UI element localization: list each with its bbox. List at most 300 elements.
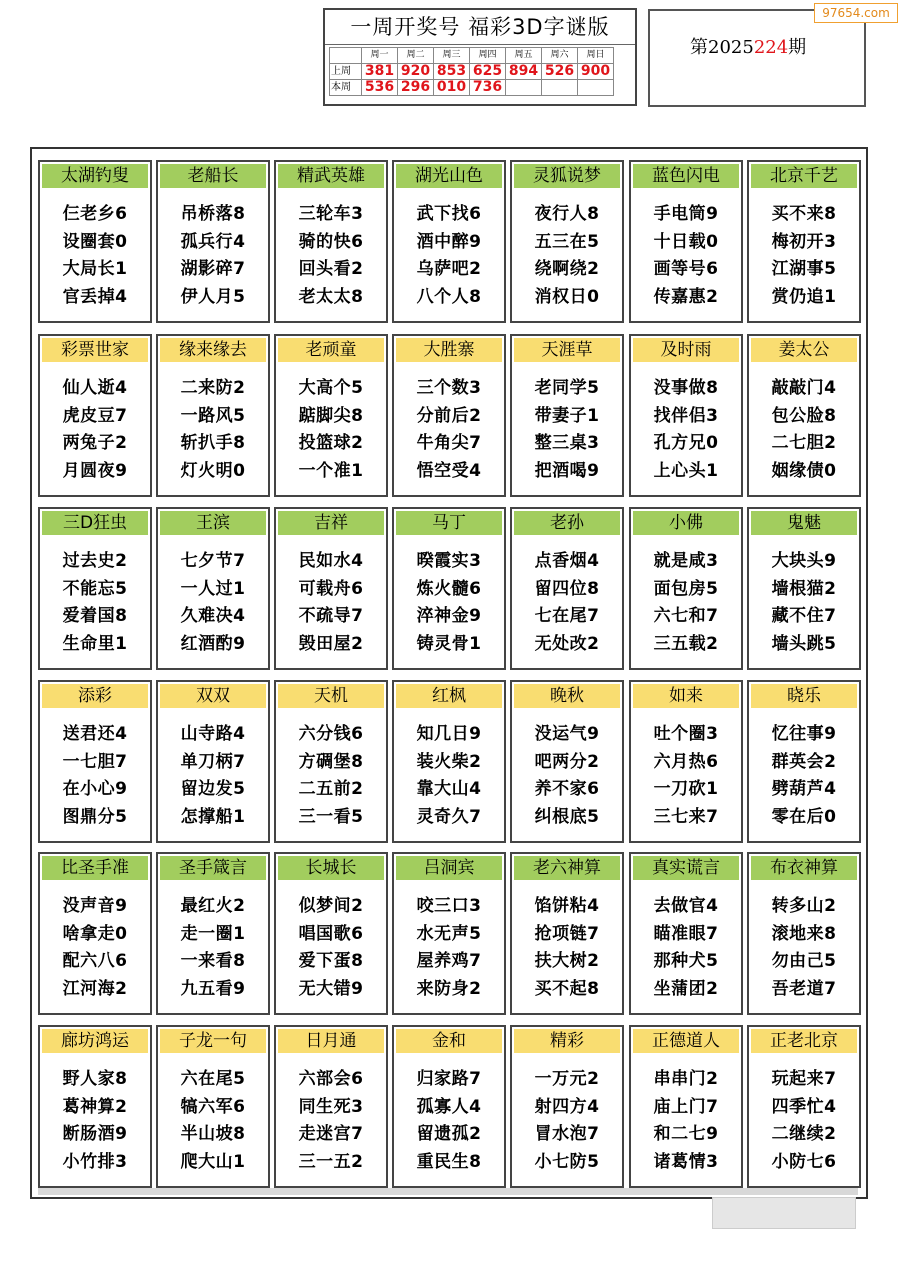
riddle-card	[38, 334, 152, 497]
riddle-line: 滚地来8	[771, 923, 837, 944]
riddle-list	[276, 375, 386, 485]
riddle-line: 买不起8	[534, 978, 600, 999]
riddle-line: 勿由己5	[771, 951, 837, 971]
riddle-line: 绕啊绕2	[534, 259, 600, 279]
riddle-line: 忆往事9	[771, 724, 837, 744]
card-title: 天机	[278, 684, 384, 708]
riddle-line: 手电筒9	[653, 204, 719, 224]
riddle-line: 装火柴2	[416, 751, 482, 772]
riddle-list	[40, 201, 150, 311]
issue-label	[690, 33, 806, 59]
riddle-list	[749, 721, 859, 831]
riddle-card	[629, 160, 743, 323]
riddle-line: 群英会2	[771, 751, 837, 772]
riddle-line: 找伴侣3	[653, 405, 719, 426]
riddle-list	[158, 548, 268, 658]
riddle-list	[276, 201, 386, 311]
card-title: 灵狐说梦	[514, 164, 620, 188]
riddle-card	[392, 507, 506, 670]
riddle-line: 孔方兄0	[653, 433, 719, 453]
riddle-line: 整三桌3	[534, 433, 600, 453]
riddle-list	[40, 893, 150, 1003]
riddle-line: 踮脚尖8	[298, 405, 364, 426]
riddle-card	[274, 160, 388, 323]
riddle-line: 官丢掉4	[62, 286, 128, 307]
weekly-draw-table	[329, 47, 614, 96]
riddle-card	[510, 334, 624, 497]
riddle-list	[394, 375, 504, 485]
riddle-line: 六分钱6	[298, 724, 364, 744]
riddle-list	[158, 375, 268, 485]
weekday-header: 周二	[398, 48, 434, 64]
card-title: 天涯草	[514, 338, 620, 362]
riddle-line: 墙头跳5	[771, 633, 837, 654]
riddle-line: 送君还4	[62, 724, 128, 744]
riddle-line: 九五看9	[180, 978, 246, 999]
riddle-card	[629, 507, 743, 670]
riddle-line: 一路风5	[180, 405, 246, 426]
this-week-row	[330, 80, 614, 96]
riddle-line: 咬三口3	[416, 896, 482, 916]
card-title: 廊坊鸿运	[42, 1029, 148, 1053]
riddle-card	[392, 160, 506, 323]
draw-number: 900	[578, 64, 614, 80]
riddle-list	[394, 548, 504, 658]
riddle-line: 炼火髓6	[416, 578, 482, 599]
draw-number: 010	[434, 80, 470, 96]
card-title: 比圣手准	[42, 856, 148, 880]
riddle-line: 两兔子2	[62, 433, 128, 453]
riddle-line: 二来防2	[180, 378, 246, 398]
riddle-line: 小七防5	[534, 1151, 600, 1172]
riddle-line: 五三在5	[534, 231, 600, 252]
draw-number: 536	[362, 80, 398, 96]
riddle-line: 毁田屋2	[298, 633, 364, 654]
riddle-card	[510, 1025, 624, 1188]
row-label: 上周	[330, 64, 362, 80]
riddle-line: 犒六军6	[180, 1096, 246, 1117]
riddle-card	[629, 1025, 743, 1188]
riddle-line: 小竹排3	[62, 1151, 128, 1172]
riddle-line: 乌萨吧2	[416, 259, 482, 279]
riddle-list	[40, 1066, 150, 1176]
card-title: 北京千艺	[751, 164, 857, 188]
riddle-line: 一七胆7	[62, 751, 128, 772]
riddle-line: 传嘉惠2	[653, 286, 719, 307]
riddle-line: 斩扒手8	[180, 433, 246, 453]
riddle-card	[156, 680, 270, 843]
weekday-row	[330, 48, 614, 64]
riddle-card	[747, 507, 861, 670]
riddle-line: 爬大山1	[180, 1151, 246, 1172]
riddle-card	[156, 852, 270, 1015]
riddle-line: 回头看2	[298, 259, 364, 279]
riddle-line: 一刀砍1	[653, 779, 719, 799]
riddle-line: 赏仍追1	[771, 286, 837, 307]
weekday-header: 周四	[470, 48, 506, 64]
riddle-line: 留边发5	[180, 779, 246, 799]
riddle-line: 牛角尖7	[416, 433, 482, 453]
card-title: 鬼魅	[751, 511, 857, 535]
riddle-list	[394, 721, 504, 831]
card-title: 正老北京	[751, 1029, 857, 1053]
riddle-list	[276, 1066, 386, 1176]
riddle-list	[394, 201, 504, 311]
riddle-card	[747, 680, 861, 843]
draw-number: 920	[398, 64, 434, 80]
riddle-line: 大高个5	[298, 378, 364, 398]
riddle-list	[631, 1066, 741, 1176]
card-title: 晓乐	[751, 684, 857, 708]
card-title: 金和	[396, 1029, 502, 1053]
riddle-line: 暌霞实3	[416, 551, 482, 571]
site-watermark: 97654.com	[814, 3, 898, 23]
riddle-line: 吊桥落8	[180, 204, 246, 224]
card-title: 老顽童	[278, 338, 384, 362]
riddle-line: 消权日0	[534, 286, 600, 307]
riddle-line: 大局长1	[62, 259, 128, 279]
riddle-line: 转多山2	[771, 896, 837, 916]
card-title: 小佛	[633, 511, 739, 535]
riddle-line: 带妻子1	[534, 405, 600, 426]
riddle-list	[512, 201, 622, 311]
card-title: 晚秋	[514, 684, 620, 708]
riddle-line: 最红火2	[180, 896, 246, 916]
riddle-card	[747, 160, 861, 323]
riddle-line: 十日载0	[653, 231, 719, 252]
riddle-line: 留四位8	[534, 578, 600, 599]
riddle-line: 二七胆2	[771, 433, 837, 453]
card-title: 圣手箴言	[160, 856, 266, 880]
riddle-card	[274, 507, 388, 670]
riddle-list	[749, 201, 859, 311]
riddle-list	[512, 548, 622, 658]
riddle-line: 无处改2	[534, 633, 600, 654]
riddle-line: 六部会6	[298, 1069, 364, 1089]
issue-suffix: 期	[788, 37, 807, 58]
card-title: 添彩	[42, 684, 148, 708]
issue-box	[648, 9, 866, 107]
draw-number: 381	[362, 64, 398, 80]
weekday-header: 周一	[362, 48, 398, 64]
riddle-line: 走一圈1	[180, 923, 246, 944]
card-title: 及时雨	[633, 338, 739, 362]
card-title: 红枫	[396, 684, 502, 708]
riddle-line: 三一五2	[298, 1151, 364, 1172]
card-title: 湖光山色	[396, 164, 502, 188]
riddle-line: 诸葛情3	[653, 1151, 719, 1172]
riddle-line: 六七和7	[653, 606, 719, 626]
riddle-line: 来防身2	[416, 978, 482, 999]
riddle-line: 和二七9	[653, 1124, 719, 1144]
riddle-line: 画等号6	[653, 259, 719, 279]
riddle-line: 三一看5	[298, 806, 364, 827]
riddle-line: 怎撑船1	[180, 806, 246, 827]
riddle-line: 三个数3	[416, 378, 482, 398]
riddle-line: 二继续2	[771, 1124, 837, 1144]
riddle-line: 七在尾7	[534, 606, 600, 626]
riddle-card	[510, 160, 624, 323]
riddle-list	[749, 548, 859, 658]
draw-number: 625	[470, 64, 506, 80]
card-title: 精武英雄	[278, 164, 384, 188]
riddle-line: 上心头1	[653, 460, 719, 481]
riddle-line: 二五前2	[298, 779, 364, 799]
riddle-line: 不能忘5	[62, 578, 128, 599]
riddle-list	[158, 893, 268, 1003]
riddle-card	[392, 680, 506, 843]
card-title: 老孙	[514, 511, 620, 535]
riddle-list	[749, 1066, 859, 1176]
card-title: 三D狂虫	[42, 511, 148, 535]
riddle-line: 生命里1	[62, 633, 128, 654]
riddle-line: 抢项链7	[534, 923, 600, 944]
riddle-list	[158, 721, 268, 831]
riddle-line: 墙根猫2	[771, 578, 837, 599]
riddle-line: 分前后2	[416, 405, 482, 426]
riddle-card	[747, 334, 861, 497]
riddle-line: 单刀柄7	[180, 751, 246, 772]
riddle-line: 水无声5	[416, 923, 482, 944]
issue-number: 224	[753, 37, 789, 58]
riddle-line: 酒中醉9	[416, 231, 482, 252]
riddle-line: 小防七6	[771, 1151, 837, 1172]
riddle-line: 图鼎分5	[62, 806, 128, 827]
riddle-list	[276, 721, 386, 831]
riddle-card	[629, 334, 743, 497]
riddle-line: 投篮球2	[298, 433, 364, 453]
riddle-line: 一来看8	[180, 951, 246, 971]
riddle-line: 三轮车3	[298, 204, 364, 224]
riddle-line: 仙人逝4	[62, 378, 128, 398]
riddle-line: 在小心9	[62, 779, 128, 799]
bottom-gray-panel	[712, 1197, 856, 1229]
riddle-line: 过去史2	[62, 551, 128, 571]
riddle-line: 半山坡8	[180, 1124, 246, 1144]
riddle-line: 葛神算2	[62, 1096, 128, 1117]
riddle-card	[629, 852, 743, 1015]
riddle-line: 啥拿走0	[62, 923, 128, 944]
riddle-card	[156, 507, 270, 670]
riddle-line: 大块头9	[771, 551, 837, 571]
riddle-line: 一人过1	[180, 578, 246, 599]
riddle-line: 庙上门7	[653, 1096, 719, 1117]
card-title: 彩票世家	[42, 338, 148, 362]
riddle-card	[510, 680, 624, 843]
riddle-line: 夜行人8	[534, 204, 600, 224]
riddle-line: 梅初开3	[771, 231, 837, 252]
riddle-line: 扶大树2	[534, 951, 600, 971]
card-title: 如来	[633, 684, 739, 708]
row-label-blank	[330, 48, 362, 64]
riddle-line: 仨老乡6	[62, 204, 128, 224]
riddle-line: 坐蒲团2	[653, 978, 719, 999]
card-title: 老船长	[160, 164, 266, 188]
riddle-list	[394, 893, 504, 1003]
draw-number: 894	[506, 64, 542, 80]
riddle-line: 瞄准眼7	[653, 923, 719, 944]
riddle-list	[40, 548, 150, 658]
riddle-line: 孤寡人4	[416, 1096, 482, 1117]
riddle-card	[392, 1025, 506, 1188]
riddle-line: 走迷宫7	[298, 1124, 364, 1144]
card-title: 吕洞宾	[396, 856, 502, 880]
riddle-line: 铸灵骨1	[416, 633, 482, 654]
riddle-line: 湖影碎7	[180, 259, 246, 279]
card-title: 双双	[160, 684, 266, 708]
riddle-line: 月圆夜9	[62, 460, 128, 481]
riddle-card	[747, 852, 861, 1015]
riddle-list	[749, 375, 859, 485]
riddle-line: 纠根底5	[534, 806, 600, 827]
draw-number	[578, 80, 614, 96]
riddle-line: 冒水泡7	[534, 1124, 600, 1144]
draw-number	[542, 80, 578, 96]
riddle-card	[156, 160, 270, 323]
riddle-line: 留遗孤2	[416, 1124, 482, 1144]
card-title: 精彩	[514, 1029, 620, 1053]
card-title: 姜太公	[751, 338, 857, 362]
riddle-card	[38, 507, 152, 670]
riddle-line: 同生死3	[298, 1096, 364, 1117]
bottom-blank-area	[0, 1200, 548, 1277]
riddle-line: 老同学5	[534, 378, 600, 398]
riddle-list	[394, 1066, 504, 1176]
riddle-line: 伊人月5	[180, 286, 246, 307]
riddle-line: 馅饼粘4	[534, 896, 600, 916]
riddle-line: 姻缘债0	[771, 460, 837, 481]
riddle-line: 把酒喝9	[534, 460, 600, 481]
riddle-line: 悟空受4	[416, 460, 482, 481]
riddle-list	[631, 548, 741, 658]
riddle-line: 六在尾5	[180, 1069, 246, 1089]
riddle-card	[38, 160, 152, 323]
riddle-card	[392, 334, 506, 497]
riddle-line: 老太太8	[298, 286, 364, 307]
last-week-row	[330, 64, 614, 80]
riddle-card	[510, 507, 624, 670]
draw-results-header	[323, 8, 637, 106]
riddle-list	[158, 201, 268, 311]
weekday-header: 周五	[506, 48, 542, 64]
draw-number	[506, 80, 542, 96]
riddle-line: 山寺路4	[180, 724, 246, 744]
riddle-line: 不疏导7	[298, 606, 364, 626]
riddle-line: 买不来8	[771, 204, 837, 224]
riddle-line: 一个准1	[298, 460, 364, 481]
riddle-line: 江湖事5	[771, 259, 837, 279]
riddle-line: 骑的快6	[298, 231, 364, 252]
weekday-header: 周六	[542, 48, 578, 64]
draw-number: 526	[542, 64, 578, 80]
riddle-line: 可载舟6	[298, 578, 364, 599]
riddle-line: 无大错9	[298, 978, 364, 999]
riddle-list	[631, 721, 741, 831]
riddle-card	[274, 852, 388, 1015]
riddle-line: 配六八6	[62, 951, 128, 971]
riddle-list	[631, 375, 741, 485]
riddle-list	[631, 201, 741, 311]
riddle-line: 孤兵行4	[180, 231, 246, 252]
card-title: 王滨	[160, 511, 266, 535]
riddle-card	[156, 1025, 270, 1188]
riddle-line: 那种犬5	[653, 951, 719, 971]
riddle-line: 重民生8	[416, 1151, 482, 1172]
riddle-card	[156, 334, 270, 497]
riddle-list	[276, 893, 386, 1003]
riddle-card	[38, 1025, 152, 1188]
riddle-line: 屋养鸡7	[416, 951, 482, 971]
card-title: 长城长	[278, 856, 384, 880]
riddle-card	[274, 334, 388, 497]
riddle-line: 归家路7	[416, 1069, 482, 1089]
riddle-list	[512, 893, 622, 1003]
riddle-line: 七夕节7	[180, 551, 246, 571]
bottom-scroll-strip	[38, 1188, 858, 1195]
riddle-list	[512, 375, 622, 485]
riddle-line: 就是咸3	[653, 551, 719, 571]
weekday-header: 周三	[434, 48, 470, 64]
riddle-line: 八个人8	[416, 286, 482, 307]
riddle-line: 养不家6	[534, 779, 600, 799]
riddle-line: 没事做8	[653, 378, 719, 398]
riddle-line: 包公脸8	[771, 405, 837, 426]
card-title: 缘来缘去	[160, 338, 266, 362]
riddle-list	[276, 548, 386, 658]
riddle-line: 靠大山4	[416, 779, 482, 799]
riddle-line: 三五载2	[653, 633, 719, 654]
riddle-card	[38, 852, 152, 1015]
riddle-line: 灯火明0	[180, 460, 246, 481]
riddle-list	[40, 721, 150, 831]
card-title: 吉祥	[278, 511, 384, 535]
card-title: 太湖钓叟	[42, 164, 148, 188]
riddle-list	[512, 721, 622, 831]
riddle-line: 四季忙4	[771, 1096, 837, 1117]
riddle-line: 灵奇久7	[416, 806, 482, 827]
riddle-line: 江河海2	[62, 978, 128, 999]
riddle-line: 玩起来7	[771, 1069, 837, 1089]
riddle-line: 唱国歌6	[298, 923, 364, 944]
riddle-line: 似梦间2	[298, 896, 364, 916]
riddle-line: 射四方4	[534, 1096, 600, 1117]
riddle-list	[631, 893, 741, 1003]
draw-number: 296	[398, 80, 434, 96]
card-title: 马丁	[396, 511, 502, 535]
riddle-list	[512, 1066, 622, 1176]
riddle-line: 劈葫芦4	[771, 779, 837, 799]
riddle-card	[629, 680, 743, 843]
riddle-card	[38, 680, 152, 843]
riddle-line: 方碉堡8	[298, 751, 364, 772]
riddle-line: 知几日9	[416, 724, 482, 744]
row-label: 本周	[330, 80, 362, 96]
riddle-line: 虎皮豆7	[62, 405, 128, 426]
card-title: 蓝色闪电	[633, 164, 739, 188]
card-title: 正德道人	[633, 1029, 739, 1053]
riddle-line: 零在后0	[771, 806, 837, 827]
riddle-line: 久难决4	[180, 606, 246, 626]
riddle-line: 敲敲门4	[771, 378, 837, 398]
riddle-line: 吧两分2	[534, 751, 600, 772]
riddle-line: 藏不住7	[771, 606, 837, 626]
riddle-line: 野人家8	[62, 1069, 128, 1089]
riddle-line: 民如水4	[298, 551, 364, 571]
card-title: 子龙一句	[160, 1029, 266, 1053]
draw-number: 736	[470, 80, 506, 96]
draw-number: 853	[434, 64, 470, 80]
riddle-line: 爱下蛋8	[298, 951, 364, 971]
